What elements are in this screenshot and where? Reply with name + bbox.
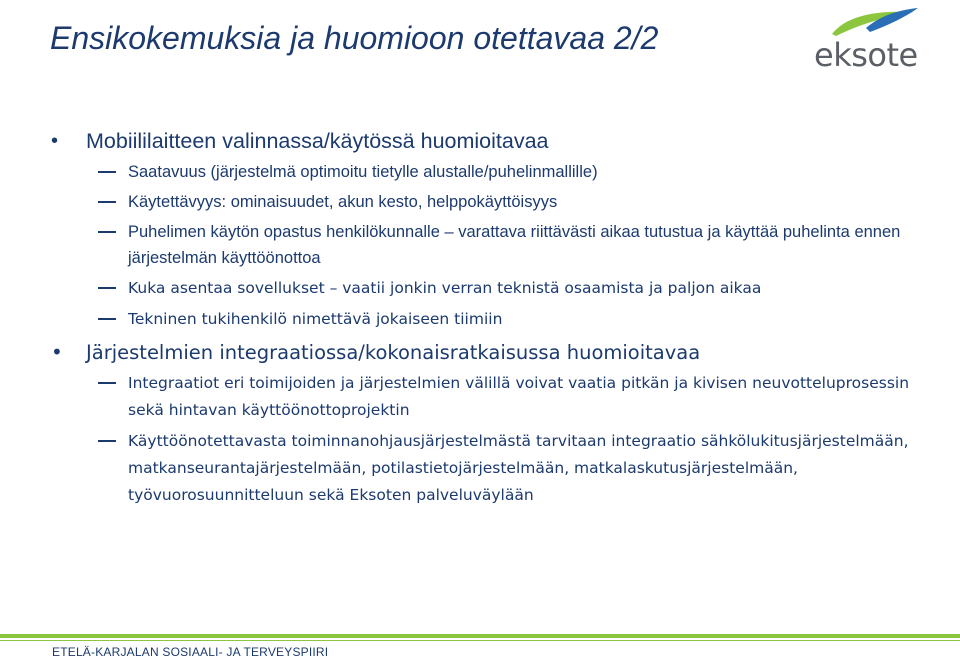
slide-content xyxy=(48,125,918,509)
list-item: Tekninen tukihenkilö nimettävä jokaiseen tiimiin xyxy=(48,306,918,333)
list-item: Saatavuus (järjestelmä optimoitu tietylle alustalle/puhelinmallille) xyxy=(48,159,918,185)
bullet-icon: • xyxy=(51,130,59,152)
dash-icon xyxy=(98,440,116,442)
section-heading-mobile: • Mobiililaitteen valinnassa/käytössä huomioitavaa xyxy=(51,129,549,153)
footer-divider xyxy=(0,634,960,638)
slide-title: Ensikokemuksia ja huomioon otettavaa 2/2 xyxy=(50,20,659,56)
dash-icon xyxy=(98,171,116,173)
leaf-icon xyxy=(826,6,922,40)
dash-icon xyxy=(98,231,116,233)
dash-icon xyxy=(98,318,116,320)
list-item: Kuka asentaa sovellukset – vaatii jonkin verran teknistä osaamista ja paljon aikaa xyxy=(48,275,918,302)
dash-icon xyxy=(98,382,116,384)
dash-icon xyxy=(98,201,116,203)
eksote-logo xyxy=(812,6,924,72)
list-item: Integraatiot eri toimijoiden ja järjestelmien välillä voivat vaatia pitkän ja kivisen neuvotteluprosessin sekä hintavan käyttöönottoprojektin xyxy=(48,370,918,424)
list-item: Puhelimen käytön opastus henkilökunnalle – varattava riittävästi aikaa tutustua ja käyttää puhelinta ennen järjestelmän käyttöönottoa xyxy=(48,219,918,271)
list-item: Käytettävyys: ominaisuudet, akun kesto, helppokäyttöisyys xyxy=(48,189,918,215)
logo-text: eksote xyxy=(814,36,918,74)
list-item: Käyttöönotettavasta toiminnanohjausjärjestelmästä tarvitaan integraatio sähkölukitusjärjestelmään, matkanseurantajärjestelmään, potilastietojärjestelmään, matkalaskutusjärjestelmään, työvuorosuunnitteluun sekä Eksoten palveluväylään xyxy=(48,428,918,509)
bullet-icon: • xyxy=(51,340,63,364)
section-heading-integration: • Järjestelmien integraatiossa/kokonaisratkaisussa huomioitavaa xyxy=(51,340,701,364)
dash-icon xyxy=(98,287,116,289)
footer-organization: ETELÄ-KARJALAN SOSIAALI- JA TERVEYSPIIRI xyxy=(52,645,329,659)
